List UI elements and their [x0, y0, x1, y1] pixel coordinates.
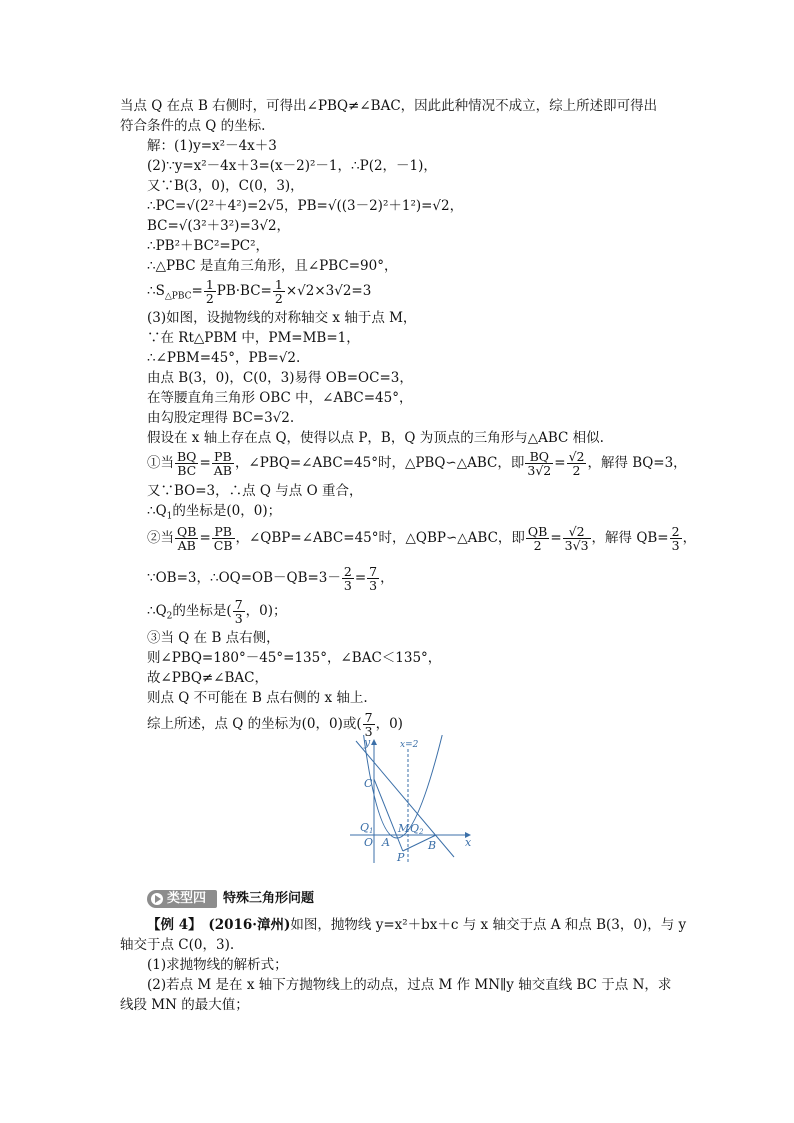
- fraction-denominator: 2: [572, 463, 581, 478]
- fraction-qb-ab: [175, 525, 198, 552]
- q1-end: 的坐标是(0，0)；: [172, 503, 282, 519]
- solution-right-triangle: ∴△PBC 是直角三角形，且∠PBC=90°，: [147, 258, 398, 274]
- play-icon: [151, 893, 163, 905]
- area-eq: =: [191, 283, 203, 299]
- example-line-1: [147, 915, 686, 935]
- equals: =: [354, 570, 367, 586]
- q1-prefix: ∴Q: [147, 503, 167, 519]
- example-text: 如图，抛物线 y=x²＋bx＋c 与 x 轴交于点 A 和点 B(3，0)，与 y: [290, 917, 687, 933]
- fraction-denominator: 3: [671, 538, 680, 553]
- example-question-2-cont: 线段 MN 的最大值；: [120, 997, 249, 1013]
- fraction-denominator: BC: [177, 463, 197, 478]
- fraction-numerator: QB: [527, 524, 548, 539]
- fraction-denominator: CB: [213, 538, 233, 553]
- solution-part1: 解：(1)y=x²－4x＋3: [147, 138, 277, 154]
- label-symmetry: x=2: [400, 740, 419, 750]
- fraction-7-3: [233, 598, 245, 625]
- label-q2: [410, 822, 424, 836]
- q1-subscript: 1: [166, 511, 173, 522]
- case-2-middle: ，∠QBP=∠ABC=45°时，△QBP∽△ABC，即: [235, 530, 525, 546]
- fraction-2-3: [342, 565, 354, 592]
- solution-pythagoras: ∴PB²＋BC²=PC²，: [147, 238, 270, 254]
- solution-bc: BC=√(3²＋3²)=3√2，: [147, 218, 291, 234]
- fraction-numerator: √2: [568, 449, 585, 464]
- equals: =: [199, 455, 211, 471]
- area-subscript: △PBC: [164, 291, 192, 302]
- solution-bo: 又∵BO=3，∴点 Q 与点 O 重合，: [147, 483, 363, 499]
- label-q: Q: [410, 822, 420, 835]
- q2-subscript: 2: [166, 611, 173, 622]
- solution-bc-length: 由勾股定理得 BC=3√2.: [147, 410, 295, 426]
- conclusion-prefix: 综上所述，点 Q 的坐标为(0，0)或(: [147, 716, 362, 732]
- fraction-denominator: 2: [533, 538, 542, 553]
- case-2-prefix: ②当: [147, 530, 174, 546]
- fraction-denominator: 3: [364, 724, 373, 739]
- fraction-denominator: 3: [343, 578, 352, 593]
- label-q1: [360, 821, 374, 835]
- solution-area: [147, 276, 371, 306]
- equals: =: [199, 530, 211, 546]
- case-1-end: ，解得 BQ=3，: [587, 455, 687, 471]
- fraction-numerator: PB: [212, 450, 234, 464]
- area-mid: PB·BC=: [216, 283, 272, 299]
- fraction-numerator: 2: [671, 524, 680, 539]
- oq-end: ，: [380, 570, 394, 586]
- label-x: x: [465, 836, 472, 849]
- conclusion-end: ，0): [375, 716, 403, 732]
- fraction-numerator: QB: [177, 524, 197, 539]
- fraction-numerator: 7: [364, 710, 373, 725]
- solution-pc-pb: ∴PC=√(2²＋4²)=2√5，PB=√((3－2)²＋1²)=√2，: [147, 198, 464, 214]
- fraction-bq-3root2: [525, 450, 553, 477]
- fraction-numerator: 1: [274, 277, 283, 292]
- label-b: B: [428, 839, 437, 852]
- case-2-end: ，: [682, 530, 697, 546]
- section-badge: [147, 890, 217, 908]
- solution-assume: 假设在 x 轴上存在点 Q，使得以点 P，B，Q 为顶点的三角形与△ABC 相似.: [147, 430, 604, 446]
- label-sub: 1: [369, 827, 374, 835]
- fraction-denominator: 3: [369, 578, 378, 593]
- solution-rt-pbm: ∵在 Rt△PBM 中，PM=MB=1，: [147, 330, 360, 346]
- label-a: A: [382, 836, 390, 849]
- section-title: 特殊三角形问题: [223, 891, 315, 906]
- solution-not-equal: 故∠PBQ≠∠BAC，: [147, 670, 269, 686]
- equals: =: [550, 530, 562, 546]
- label-q: Q: [360, 821, 370, 834]
- fraction-denominator: 3√2: [527, 463, 552, 478]
- label-o: O: [364, 836, 374, 849]
- label-y: y: [364, 736, 371, 749]
- oq-prefix: ∵OB=3，∴OQ=OB－QB=3－: [147, 570, 341, 586]
- fraction-qb-2: [526, 525, 549, 552]
- intro-line-2: 符合条件的点 Q 的坐标.: [120, 118, 266, 134]
- q2-end: ，0)；: [245, 603, 287, 619]
- fraction-root2-3root3: [563, 525, 591, 552]
- area-end: ×√2×3√2=3: [285, 283, 372, 299]
- label-p: P: [397, 851, 405, 864]
- fraction-2-3: [670, 525, 682, 552]
- case-1-middle: ，∠PBQ=∠ABC=45°时，△PBQ∽△ABC，即: [234, 455, 525, 471]
- solution-q2: [147, 596, 287, 626]
- fraction-denominator: 3√3: [564, 538, 589, 553]
- fraction-7-3: [363, 711, 375, 738]
- fraction-half-2: [273, 278, 285, 305]
- fraction-pb-ab: [212, 450, 234, 477]
- solution-impossible: 则点 Q 不可能在 B 点右侧的 x 轴上.: [147, 690, 368, 706]
- case-2: [147, 523, 696, 553]
- fraction-numerator: BQ: [177, 449, 197, 464]
- solution-angle-pbq: 则∠PBQ=180°－45°=135°，∠BAC＜135°，: [147, 650, 442, 666]
- fraction-numerator: 1: [205, 277, 214, 292]
- fraction-root2-2: [567, 450, 587, 477]
- fraction-numerator: 7: [234, 597, 243, 612]
- y-axis-arrow: [371, 739, 377, 745]
- fraction-numerator: √2: [563, 525, 591, 539]
- solution-oq: [147, 563, 394, 593]
- example-question-1: (1)求抛物线的解析式；: [147, 957, 288, 973]
- intro-line-1: 当点 Q 在点 B 右侧时，可得出∠PBQ≠∠BAC，因此此种情况不成立，综上所述即可得出: [120, 98, 658, 114]
- q2-middle: 的坐标是(: [172, 603, 232, 619]
- q2-prefix: ∴Q: [147, 603, 167, 619]
- case-1-prefix: ①当: [147, 455, 174, 471]
- example-source: (2016·漳州): [208, 917, 291, 933]
- fraction-denominator: 2: [205, 291, 214, 306]
- label-m: M: [398, 822, 410, 835]
- example-line-2: 轴交于点 C(0，3).: [120, 937, 235, 953]
- solution-ob-oc: 由点 B(3，0)，C(0，3)易得 OB=OC=3，: [147, 370, 413, 386]
- solution-part2-vertex: (2)∵y=x²－4x＋3=(x－2)²－1，∴P(2，－1)，: [147, 158, 437, 174]
- solution-isosceles: 在等腰直角三角形 OBC 中，∠ABC=45°，: [147, 390, 413, 406]
- case-2-solve: ，解得 QB=: [591, 530, 669, 546]
- fraction-denominator: AB: [213, 463, 232, 478]
- fraction-pb-cb: [212, 525, 235, 552]
- fraction-numerator: PB: [212, 525, 235, 539]
- parabola-figure: [340, 735, 490, 865]
- solution-points-bc: 又∵B(3，0)，C(0，3)，: [147, 178, 304, 194]
- fraction-bq-bc: [175, 450, 198, 477]
- fraction-denominator: 3: [234, 611, 243, 626]
- case-1: [147, 448, 687, 478]
- solution-angle-pbm: ∴∠PBM=45°，PB=√2.: [147, 350, 301, 366]
- fraction-numerator: BQ: [525, 450, 553, 464]
- fraction-half-1: [204, 278, 216, 305]
- fraction-7-3: [367, 565, 379, 592]
- example-question-2: (2)若点 M 是在 x 轴下方抛物线上的动点，过点 M 作 MN∥y 轴交直线 BC 于点 N，求: [147, 977, 672, 993]
- label-c: C: [364, 777, 373, 790]
- area-prefix: ∴S: [147, 283, 165, 299]
- fraction-numerator: 2: [343, 564, 352, 579]
- fraction-denominator: AB: [177, 538, 196, 553]
- fraction-numerator: 7: [369, 564, 378, 579]
- badge-label: 类型四: [167, 891, 207, 906]
- solution-part3: (3)如图，设抛物线的对称轴交 x 轴于点 M，: [147, 310, 417, 326]
- example-tag: 【例 4】: [147, 917, 195, 933]
- label-sub: 2: [419, 828, 424, 836]
- fraction-denominator: 2: [274, 291, 283, 306]
- equals: =: [554, 455, 566, 471]
- case-3: ③当 Q 在 B 点右侧，: [147, 630, 280, 646]
